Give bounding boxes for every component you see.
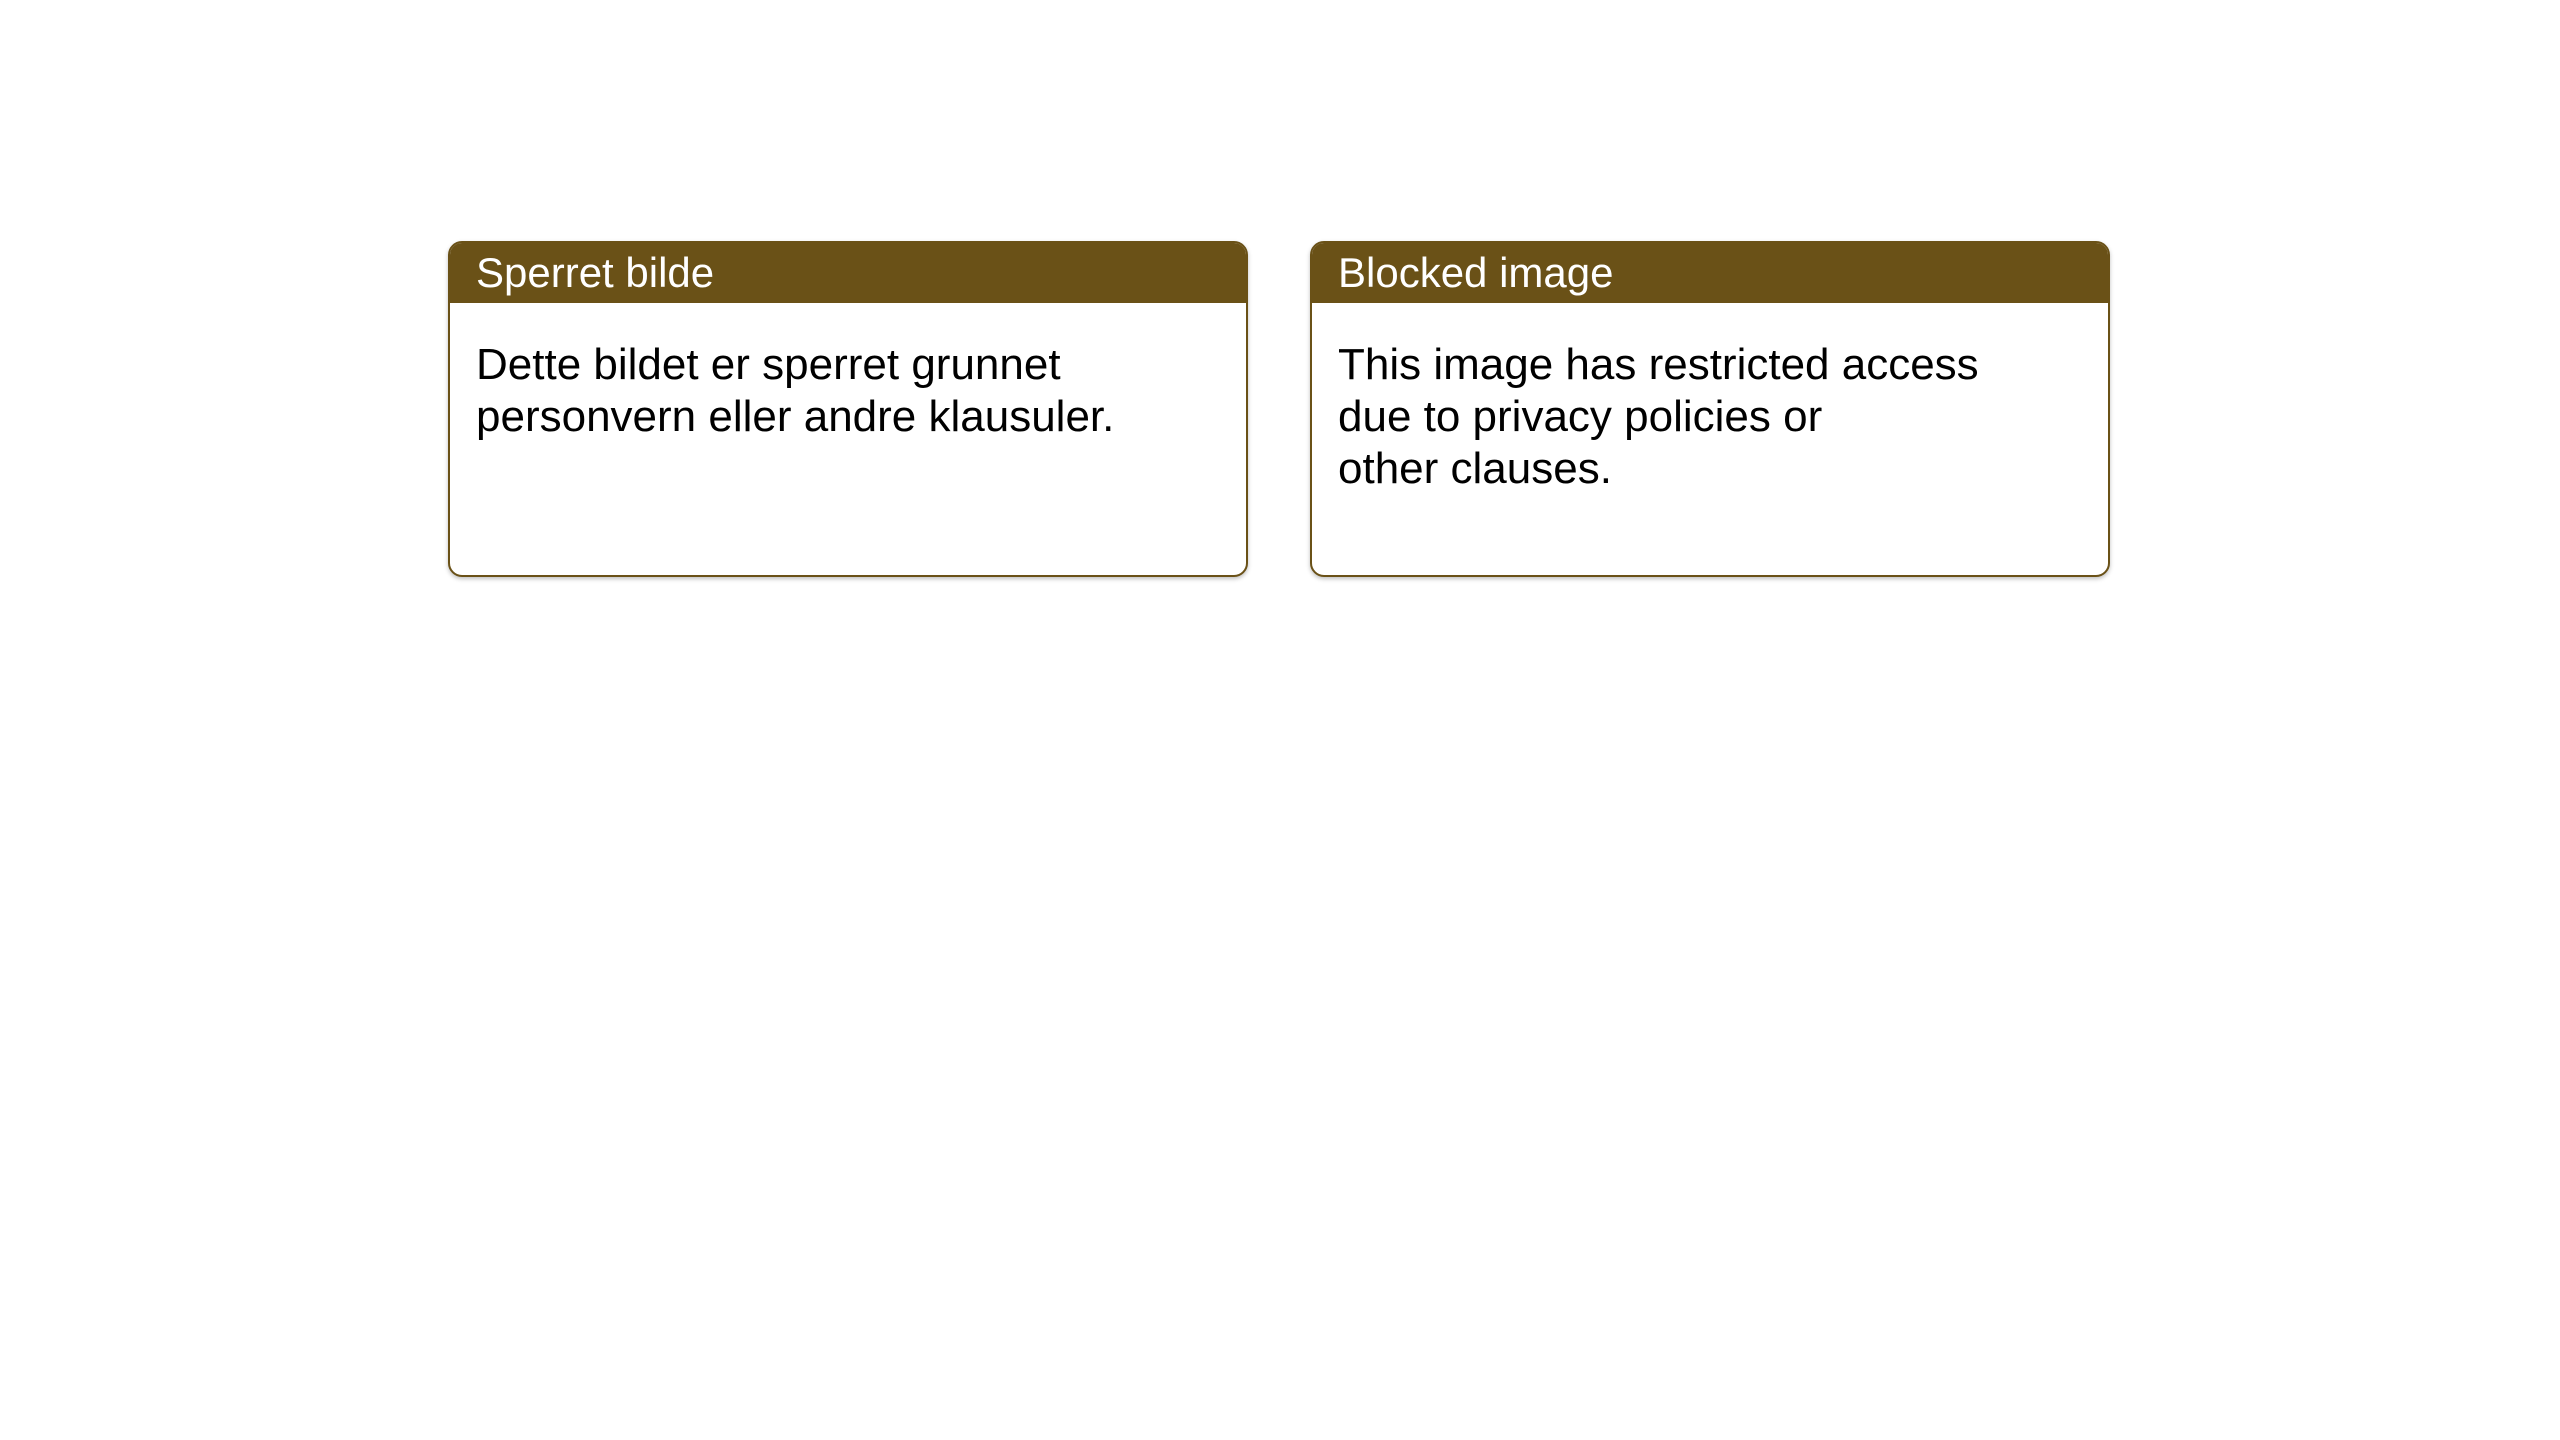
card-body-line: This image has restricted access [1338,340,1979,389]
card-header [1312,243,2108,303]
card-body [1312,303,2108,495]
card-body-line: Dette bildet er sperret grunnet [476,340,1061,389]
card-body-line: due to privacy policies or [1338,392,1823,441]
blocked-image-cards-row [448,241,2110,577]
card-body-line: personvern eller andre klausuler. [476,392,1115,441]
card-title: Blocked image [1338,249,1614,296]
card-title: Sperret bilde [476,249,715,296]
card-body [450,303,1246,443]
card-header [450,243,1246,303]
blocked-image-card-english[interactable] [1310,241,2110,577]
blocked-image-card-norwegian[interactable] [448,241,1248,577]
card-body-line: other clauses. [1338,444,1612,493]
